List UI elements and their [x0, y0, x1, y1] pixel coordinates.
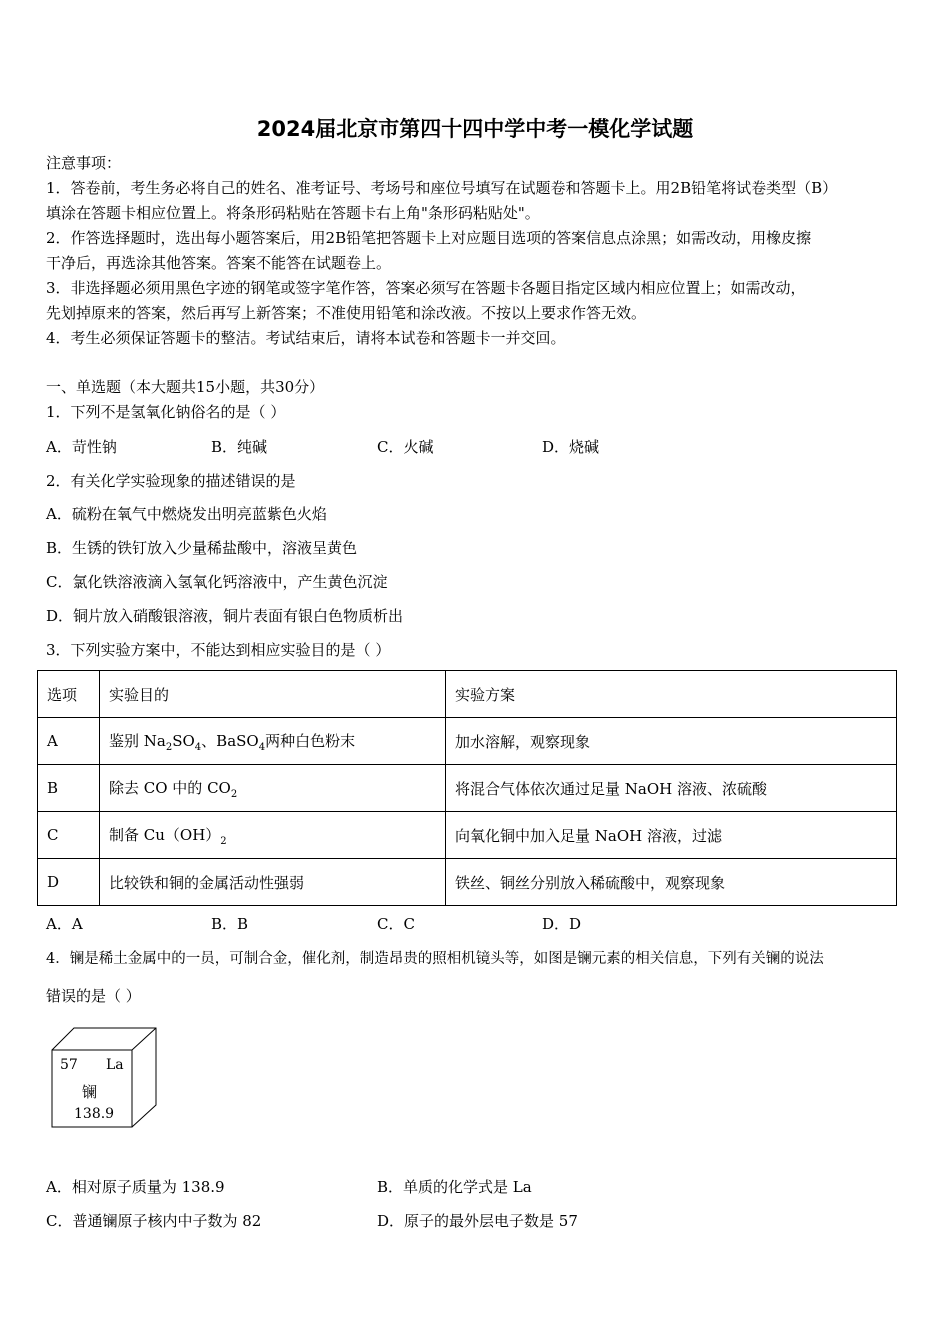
text-segment: 两种白色粉末	[265, 731, 356, 750]
q1-stem: 1．下列不是氢氧化钠俗名的是（ ）	[46, 403, 286, 421]
q3-option-d: D．D	[542, 915, 582, 933]
table-cell: 加水溶解，观察现象	[446, 718, 897, 765]
table-cell: B	[38, 765, 100, 812]
q3-option-c: C．C	[377, 915, 415, 933]
q2-option-d: D．铜片放入硝酸银溶液，铜片表面有银白色物质析出	[46, 607, 404, 625]
text-segment: 、BaSO	[201, 731, 259, 750]
table-header-cell: 实验方案	[446, 671, 897, 718]
q4-option-d: D．原子的最外层电子数是 57	[377, 1212, 578, 1230]
table-cell: 铁丝、铜丝分别放入稀硫酸中，观察现象	[446, 859, 897, 906]
table-cell: D	[38, 859, 100, 906]
element-symbol: La	[106, 1057, 124, 1073]
table-cell: A	[38, 718, 100, 765]
notice-heading: 注意事项：	[46, 154, 122, 172]
q3-table	[37, 670, 897, 906]
table-row	[38, 859, 897, 906]
table-cell	[100, 718, 446, 765]
q4-stem: 4．镧是稀土金属中的一员，可制合金，催化剂，制造昂贵的照相机镜头等，如图是镧元素的相关信息，下列有关镧的说法	[46, 951, 824, 967]
page-title: 2024届北京市第四十四中学中考一模化学试题	[256, 117, 694, 141]
text-segment: 鉴别 Na	[109, 731, 166, 750]
text-segment: 除去 CO 中的 CO	[109, 778, 231, 797]
table-row	[38, 812, 897, 859]
text-segment: SO	[172, 731, 195, 750]
notice-line: 4．考生必须保证答题卡的整洁。考试结束后，请将本试卷和答题卡一并交回。	[46, 329, 566, 347]
q2-option-c: C．氯化铁溶液滴入氢氧化钙溶液中，产生黄色沉淀	[46, 573, 388, 591]
table-header-cell: 选项	[38, 671, 100, 718]
subscript: 2	[165, 741, 173, 753]
section-heading: 一、单选题（本大题共15小题，共30分）	[46, 378, 325, 396]
q3-stem: 3．下列实验方案中，不能达到相应实验目的是（ ）	[46, 641, 391, 659]
q4-stem: 错误的是（ ）	[46, 987, 141, 1005]
atomic-number: 57	[60, 1057, 78, 1073]
element-card	[50, 1026, 160, 1130]
table-header-row	[38, 671, 897, 718]
notice-line: 1．答卷前，考生务必将自己的姓名、准考证号、考场号和座位号填写在试题卷和答题卡上。用2B铅笔将试卷类型（B）	[46, 179, 838, 197]
q4-option-a: A．相对原子质量为 138.9	[46, 1178, 225, 1196]
table-cell: 比较铁和铜的金属活动性强弱	[100, 859, 446, 906]
q1-option-d: D．烧碱	[542, 438, 600, 456]
table-cell: 向氧化铜中加入足量 NaOH 溶液，过滤	[446, 812, 897, 859]
q1-option-c: C．火碱	[377, 438, 434, 456]
text-segment: 制备 Cu（OH）	[109, 825, 221, 844]
notice-line: 干净后，再选涂其他答案。答案不能答在试题卷上。	[46, 254, 392, 272]
q1-option-b: B．纯碱	[211, 438, 268, 456]
subscript: 2	[230, 788, 238, 800]
q3-option-a: A．A	[46, 915, 83, 933]
element-name: 镧	[82, 1083, 98, 1101]
notice-line: 3．非选择题必须用黑色字迹的钢笔或签字笔作答，答案必须写在答题卡各题目指定区域内相应位置上；如需改动，	[46, 279, 806, 297]
q2-option-a: A．硫粉在氧气中燃烧发出明亮蓝紫色火焰	[46, 505, 327, 523]
notice-line: 填涂在答题卡相应位置上。将条形码粘贴在答题卡右上角"条形码粘贴处"。	[46, 204, 540, 222]
subscript: 2	[220, 835, 227, 847]
table-row	[38, 718, 897, 765]
table-cell	[100, 812, 446, 859]
table-row	[38, 765, 897, 812]
q3-option-b: B．B	[211, 915, 249, 933]
subscript: 4	[194, 741, 202, 753]
subscript: 4	[258, 741, 266, 753]
q2-option-b: B．生锈的铁钉放入少量稀盐酸中，溶液呈黄色	[46, 539, 358, 557]
notice-line: 先划掉原来的答案，然后再写上新答案；不准使用铅笔和涂改液。不按以上要求作答无效。	[46, 304, 647, 322]
table-cell: C	[38, 812, 100, 859]
q1-option-a: A．苛性钠	[46, 438, 117, 456]
notice-line: 2．作答选择题时，选出每小题答案后，用2B铅笔把答题卡上对应题目选项的答案信息点涂黑；如需改动，用橡皮擦	[46, 229, 812, 247]
q4-option-b: B．单质的化学式是 La	[377, 1178, 532, 1196]
table-cell	[100, 765, 446, 812]
table-header-cell: 实验目的	[100, 671, 446, 718]
q4-option-c: C．普通镧原子核内中子数为 82	[46, 1212, 262, 1230]
q2-stem: 2．有关化学实验现象的描述错误的是	[46, 472, 296, 490]
table-cell: 将混合气体依次通过足量 NaOH 溶液、浓硫酸	[446, 765, 897, 812]
atomic-mass: 138.9	[74, 1106, 115, 1122]
